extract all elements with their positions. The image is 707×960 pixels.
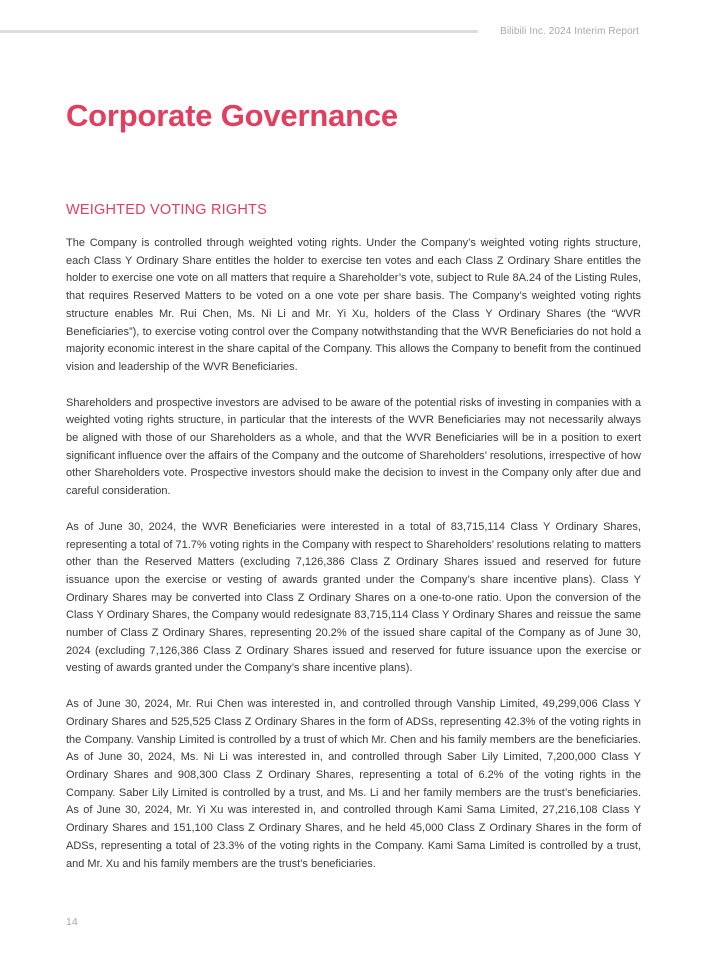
paragraph-voting-structure: The Company is controlled through weighted voting rights. Under the Company’s weighted voting rights structure, each Class Y Ordinary Share entitles the holder to exercise ten votes and each Class Z Ordinary Share entitles the holder to exercise one vote on all matters that require a Shareholder’s vote, subject to Rule 8A.24 of the Listing Rules, that requires Reserved Matters to be voted on a one vote per share basis. The Company’s weighted voting rights structure enables Mr. Rui Chen, Ms. Ni Li and Mr. Yi Xu, holders of the Class Y Ordinary Shares (the “WVR Beneficiaries”), to exercise voting control over the Company notwithstanding that the WVR Beneficiaries do not hold a majority economic interest in the share capital of the Company. This allows the Company to benefit from the continued vision and leadership of the WVR Beneficiaries. <box>66 237 641 373</box>
running-header: Bilibili Inc. 2024 Interim Report <box>500 26 639 37</box>
paragraph-individual-holdings: As of June 30, 2024, Mr. Rui Chen was interested in, and controlled through Vanship Limited, 49,299,006 Class Y Ordinary Shares and 525,525 Class Z Ordinary Shares in the form of ADSs, representing 42.3% of the voting rights in the Company. Vanship Limited is controlled by a trust of which Mr. Chen and his family members are the beneficiaries. As of June 30, 2024, Ms. Ni Li was interested in, and controlled through Saber Lily Limited, 7,200,000 Class Y Ordinary Shares and 908,300 Class Z Ordinary Shares, representing a total of 6.2% of the voting rights in the Company. Saber Lily Limited is controlled by a trust, and Ms. Li and her family members are the trust’s beneficiaries. As of June 30, 2024, Mr. Yi Xu was interested in, and controlled through Kami Sama Limited, 27,216,108 Class Y Ordinary Shares and 151,100 Class Z Ordinary Shares, and he held 45,000 Class Z Ordinary Shares in the form of ADSs, representing a total of 23.3% of the voting rights in the Company. Kami Sama Limited is controlled by a trust, and Mr. Xu and his family members are the trust’s beneficiaries. <box>66 698 641 870</box>
header-rule <box>0 30 478 33</box>
section-body <box>66 235 641 891</box>
section-heading: WEIGHTED VOTING RIGHTS <box>66 202 267 218</box>
paragraph-investor-risk: Shareholders and prospective investors are advised to be aware of the potential risks of investing in companies with a weighted voting rights structure, in particular that the interests of the WVR Beneficiaries may not necessarily always be aligned with those of our Shareholders as a whole, and that the WVR Beneficiaries will be in a position to exert significant influence over the affairs of the Company and the outcome of Shareholders’ resolutions, irrespective of how other Shareholders vote. Prospective investors should make the decision to invest in the Company only after due and careful consideration. <box>66 396 641 498</box>
page-title: Corporate Governance <box>66 98 398 133</box>
page-number: 14 <box>66 916 78 928</box>
paragraph-wvr-holdings: As of June 30, 2024, the WVR Beneficiaries were interested in a total of 83,715,114 Class Y Ordinary Shares, representing a total of 71.7% voting rights in the Company with respect to Shareholders’ resolutions relating to matters other than the Reserved Matters (excluding 7,126,386 Class Z Ordinary Shares issued and reserved for future issuance upon the exercise or vesting of awards granted under the Company’s share incentive plans). Class Y Ordinary Shares may be converted into Class Z Ordinary Shares on a one-to-one ratio. Upon the conversion of the Class Y Ordinary Shares, the Company would redesignate 83,715,114 Class Y Ordinary Shares and reissue the same number of Class Z Ordinary Shares, representing 20.2% of the issued share capital of the Company as of June 30, 2024 (excluding 7,126,386 Class Z Ordinary Shares issued and reserved for future issuance upon the exercise or vesting of awards granted under the Company’s share incentive plans). <box>66 520 641 675</box>
